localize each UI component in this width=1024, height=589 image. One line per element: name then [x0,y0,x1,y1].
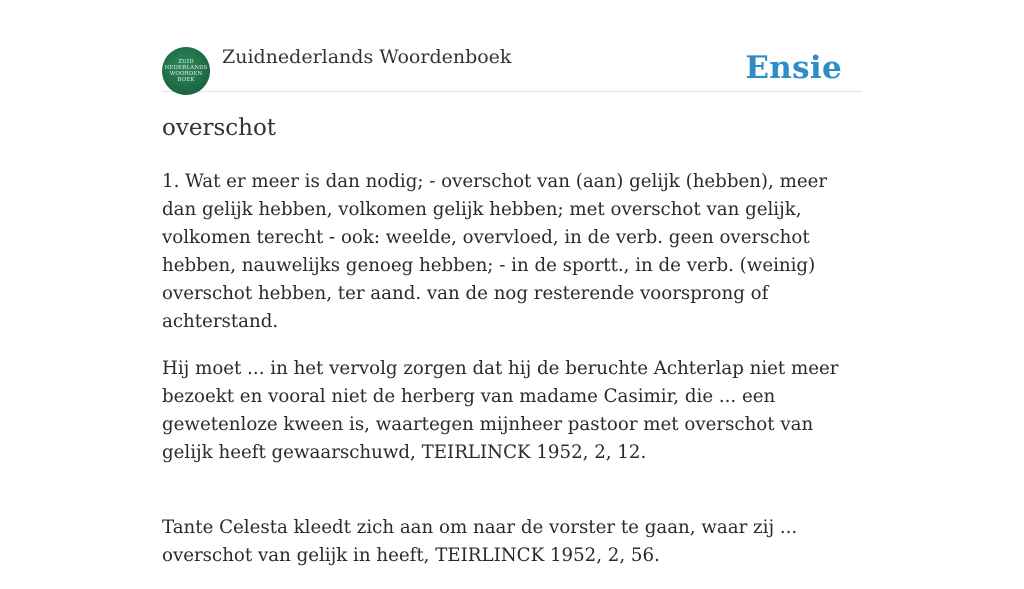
entry-title: overschot [162,115,277,141]
logo-line: ZUID [178,59,194,65]
ensie-brand-link[interactable]: Ensie [745,50,842,86]
logo-line: NEDERLANDS [164,65,208,71]
entry-definition: 1. Wat er meer is dan nodig; - overschot van (aan) gelijk (hebben), meer dan gelijk hebben, volkomen gelijk hebben; met overschot van gelijk, volkomen terecht - ook: weelde, overvloed, in de verb. geen overschot hebben, nauwelijks genoeg hebben; - in de sportt., in de verb. (weinig) overschot hebben, ter aand. van de nog resterende voorsprong of achterstand. [162,171,828,332]
quote-text: Tante Celesta kleedt zich aan om naar de vorster te gaan, waar zij ... overschot van gelijk in heeft, TEIRLINCK 1952, 2, 56. [162,517,798,566]
quote-text: Hij moet ... in het vervolg zorgen dat hij de beruchte Achterlap niet meer bezoekt en vooral niet de herberg van madame Casimir, die ... een gewetenloze kween is, waartegen mijnheer pastoor met overschot van gelijk heeft gewaarschuwd, TEIRLINCK 1952, 2, 12. [162,358,839,463]
dictionary-logo[interactable] [162,47,210,95]
logo-line: BOEK [177,77,195,83]
logo-line: WOORDEN [169,71,203,77]
entry-content [162,168,862,589]
entry-quote [162,514,862,570]
entry-quote [162,355,862,467]
dictionary-name-link[interactable]: Zuidnederlands Woordenboek [222,46,512,68]
quote-spacer [162,486,862,514]
site-header [162,44,862,92]
